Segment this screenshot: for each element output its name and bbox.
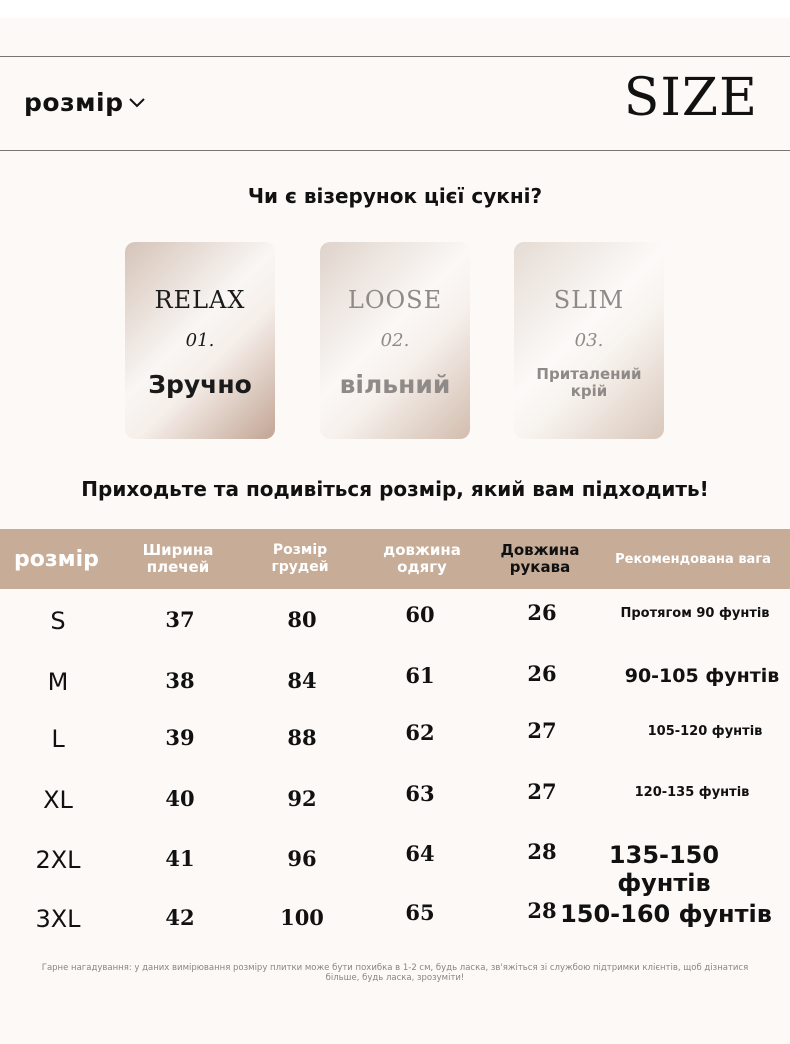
fit-card-slim xyxy=(514,242,664,439)
cell-shoulder: 37 xyxy=(165,607,195,632)
cell-sleeve: 26 xyxy=(527,600,557,625)
fit-card-title: LOOSE xyxy=(347,286,443,314)
header-weight: Рекомендована вага xyxy=(615,551,771,567)
header-top-divider xyxy=(0,56,790,57)
cell-chest: 92 xyxy=(287,786,317,811)
cell-size: XL xyxy=(43,786,73,814)
cell-size: S xyxy=(50,607,66,635)
cell-chest: 96 xyxy=(287,846,317,871)
fit-card-title: RELAX xyxy=(154,286,246,314)
fit-card-number: 01. xyxy=(185,330,215,351)
cell-chest: 80 xyxy=(287,607,317,632)
size-table-header xyxy=(0,529,790,589)
cell-shoulder: 39 xyxy=(165,725,195,750)
header-chest: Розмір грудей xyxy=(271,542,329,575)
cell-sleeve: 27 xyxy=(527,779,557,804)
fit-card-loose xyxy=(320,242,470,439)
size-prompt: Приходьте та подивіться розмір, який вам підходить! xyxy=(81,477,709,501)
cell-weight: 135-150 фунтів xyxy=(608,841,720,897)
cell-length: 62 xyxy=(405,720,435,745)
size-menu-label[interactable]: розмір xyxy=(24,88,124,117)
cell-shoulder: 40 xyxy=(165,786,195,811)
cell-length: 64 xyxy=(405,841,435,866)
cell-weight: 105-120 фунтів xyxy=(647,724,763,739)
chevron-down-icon[interactable] xyxy=(127,93,147,113)
brand-logo: SIZE xyxy=(623,68,758,128)
measurement-note: Гарне нагадування: у даних вимірювання розміру плитки може бути похибка в 1-2 см, будь ласка, зв'яжіться зі службою підтримки клієнтів, щоб дізнатися більше, будь ласка, зрозуміти! xyxy=(41,963,749,983)
fit-card-label: вільний xyxy=(339,370,451,399)
header-shoulder: Ширина плечей xyxy=(142,541,214,576)
cell-shoulder: 42 xyxy=(165,905,195,930)
cell-length: 63 xyxy=(405,781,435,806)
cell-chest: 88 xyxy=(287,725,317,750)
fit-card-relax xyxy=(125,242,275,439)
cell-length: 65 xyxy=(405,900,435,925)
cell-chest: 100 xyxy=(280,905,324,930)
cell-sleeve: 27 xyxy=(527,718,557,743)
top-band xyxy=(0,0,790,18)
cell-shoulder: 41 xyxy=(165,846,195,871)
header-size: розмір xyxy=(14,546,99,572)
cell-size: L xyxy=(51,725,65,753)
cell-length: 60 xyxy=(405,602,435,627)
cell-weight: Протягом 90 фунтів xyxy=(620,606,770,621)
cell-weight: 90-105 фунтів xyxy=(624,665,780,687)
header-sleeve: Довжина рукава xyxy=(500,541,580,576)
fit-card-number: 02. xyxy=(380,330,410,351)
cell-size: 3XL xyxy=(35,905,81,933)
fit-question: Чи є візерунок цієї сукні? xyxy=(247,184,543,208)
cell-weight: 150-160 фунтів xyxy=(560,900,772,928)
cell-weight: 120-135 фунтів xyxy=(634,785,750,800)
fit-card-number: 03. xyxy=(574,330,604,351)
fit-card-title: SLIM xyxy=(553,286,625,314)
cell-length: 61 xyxy=(405,663,435,688)
cell-sleeve: 28 xyxy=(527,839,557,864)
fit-card-label: Приталений крій xyxy=(536,365,642,400)
cell-size: M xyxy=(47,668,69,696)
cell-sleeve: 28 xyxy=(527,898,557,923)
header-bottom-divider xyxy=(0,150,790,151)
cell-size: 2XL xyxy=(35,846,81,874)
header-length: довжина одягу xyxy=(383,541,461,576)
cell-chest: 84 xyxy=(287,668,317,693)
cell-shoulder: 38 xyxy=(165,668,195,693)
fit-card-label: Зручно xyxy=(148,370,252,399)
cell-sleeve: 26 xyxy=(527,661,557,686)
